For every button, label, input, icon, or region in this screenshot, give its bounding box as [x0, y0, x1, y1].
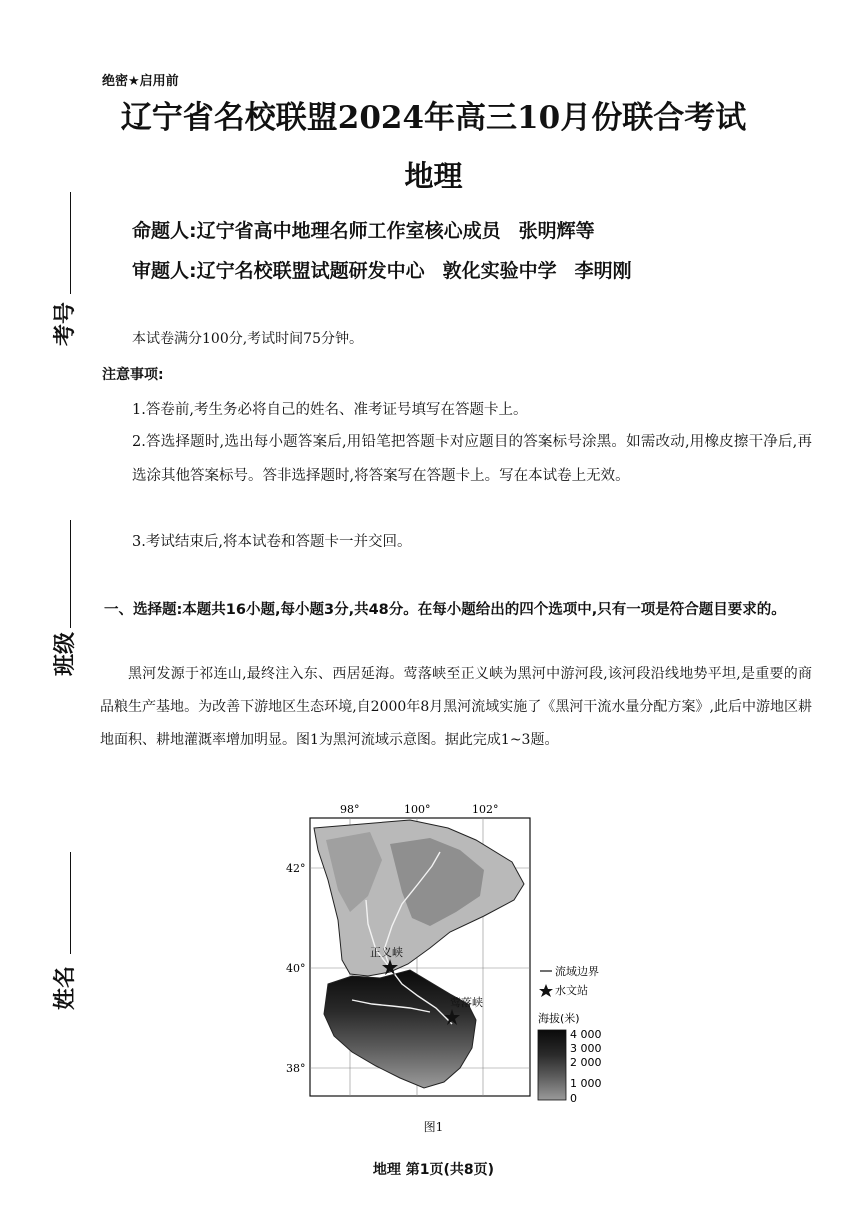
lon-label-100: 100° [404, 803, 431, 816]
name-line [70, 852, 71, 954]
setter-role: 命题人:辽宁省高中地理名师工作室核心成员 [132, 220, 501, 242]
exam-title: 辽宁省名校联盟2024年高三10月份联合考试 [120, 100, 747, 136]
reviewer-role: 审题人:辽宁名校联盟试题研发中心 [132, 260, 425, 282]
station-zhengyixia-label: 正义峡 [370, 946, 403, 959]
subject-title: 地理 [404, 159, 463, 193]
reviewer-school: 敦化实验中学 [442, 260, 557, 282]
map-svg [280, 800, 650, 1120]
page-footer: 地理 第1页(共8页) [372, 1162, 495, 1178]
notes-heading: 注意事项: [102, 367, 164, 383]
station-yingluoxia-label: 莺落峡 [450, 996, 483, 1009]
class-line [70, 520, 71, 628]
lat-label-38: 38° [286, 1062, 306, 1075]
legend-elev-0: 0 [570, 1092, 577, 1105]
note-item-2: 2.答选择题时,选出每小题答案后,用铅笔把答题卡对应题目的答案标号涂黑。如需改动,用橡皮擦干净后,再选涂其他答案标号。答非选择题时,将答案写在答题卡上。写在本试卷上无效。 [132, 434, 812, 484]
question-reviewer [132, 256, 632, 283]
legend-elevation-bar [538, 1030, 566, 1100]
section-1-heading: 一、选择题:本题共16小题,每小题3分,共48分。在每小题给出的四个选项中,只有一项是符合题目要求的。 [104, 602, 786, 618]
legend-elev-4000: 4 000 [570, 1028, 602, 1041]
legend-station-label: 水文站 [555, 984, 588, 997]
note-item-3: 3.考试结束后,将本试卷和答题卡一并交回。 [132, 534, 412, 550]
legend-elev-2000: 2 000 [570, 1056, 602, 1069]
lon-label-102: 102° [472, 803, 499, 816]
lon-label-98: 98° [340, 803, 360, 816]
exam-no-label: 考号 [53, 301, 78, 346]
legend-elevation-title: 海拔(米) [538, 1012, 580, 1025]
exam-info: 本试卷满分100分,考试时间75分钟。 [132, 331, 363, 347]
legend-elev-3000: 3 000 [570, 1042, 602, 1055]
class-label: 班级 [53, 631, 78, 676]
note-item-1: 1.答卷前,考生务必将自己的姓名、准考证号填写在答题卡上。 [132, 402, 528, 418]
heihe-basin-map [280, 800, 650, 1120]
question-setter [132, 216, 595, 243]
reviewer-name: 李明刚 [574, 260, 632, 282]
lat-label-40: 40° [286, 962, 306, 975]
legend-station-icon [539, 984, 553, 997]
legend-boundary-label: 流域边界 [555, 965, 599, 978]
name-label: 姓名 [53, 965, 78, 1010]
figure-caption: 图1 [423, 1120, 444, 1134]
legend-elev-1000: 1 000 [570, 1077, 602, 1090]
confidential-label: 绝密★启用前 [102, 74, 179, 89]
lat-label-42: 42° [286, 862, 306, 875]
exam-no-line [70, 192, 71, 294]
question-passage: 黑河发源于祁连山,最终注入东、西居延海。莺落峡至正义峡为黑河中游河段,该河段沿线地势平坦,是重要的商品粮生产基地。为改善下游地区生态环境,自2000年8月黑河流域实施了《黑河干流水量分配方案》,此后中游地区耕地面积、耕地灌溉率增加明显。图1为黑河流域示意图。据此完成1~3题。 [100, 666, 812, 748]
setter-name: 张明辉等 [518, 220, 595, 242]
